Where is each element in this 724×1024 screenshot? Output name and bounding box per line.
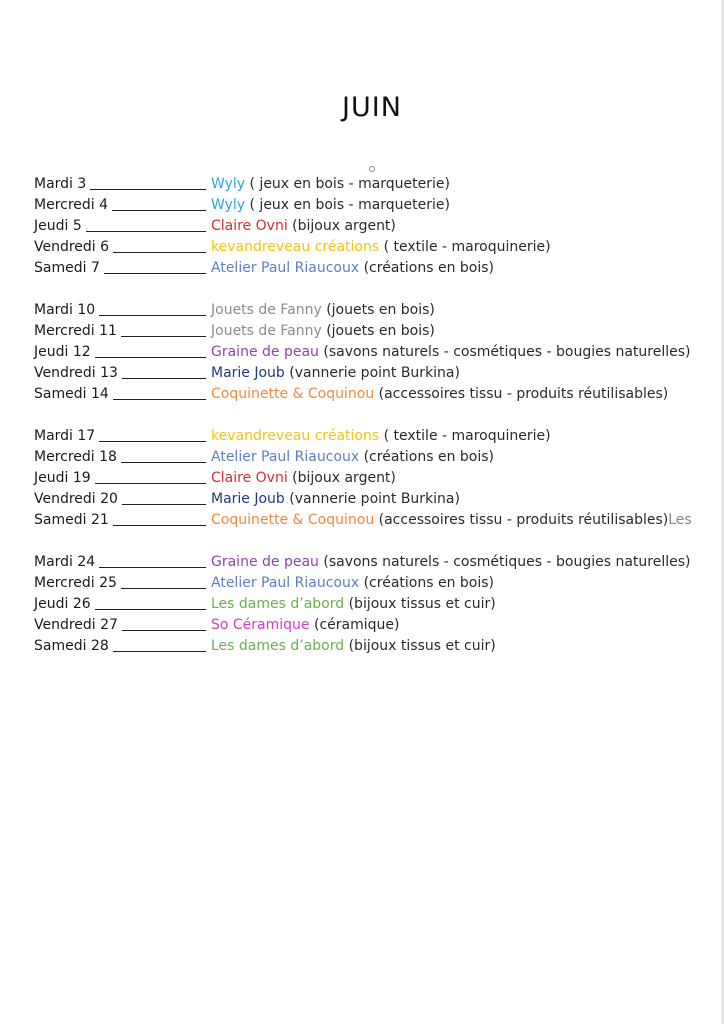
stray-dot-mark bbox=[369, 166, 375, 172]
entry bbox=[211, 321, 435, 342]
page-title: JUIN bbox=[342, 92, 402, 123]
vendor-name: kevandreveau créations bbox=[211, 239, 380, 255]
vendor-description: (vannerie point Burkina) bbox=[289, 365, 460, 381]
day-label: Mercredi 25 bbox=[34, 575, 117, 591]
vendor-description: (vannerie point Burkina) bbox=[289, 491, 460, 507]
day-label: Mardi 10 bbox=[34, 302, 96, 318]
vendor-description: (créations en bois) bbox=[363, 575, 494, 591]
fill-line bbox=[95, 609, 206, 610]
schedule-row bbox=[34, 426, 720, 447]
entry bbox=[211, 216, 396, 237]
day-label: Mardi 24 bbox=[34, 554, 96, 570]
vendor-description: (bijoux tissus et cuir) bbox=[348, 596, 496, 612]
vendor-name: kevandreveau créations bbox=[211, 428, 380, 444]
day-label: Mercredi 11 bbox=[34, 323, 117, 339]
vendor-name: Atelier Paul Riaucoux bbox=[211, 449, 360, 465]
schedule-row bbox=[34, 195, 720, 216]
week-block bbox=[34, 174, 720, 279]
schedule-row bbox=[34, 615, 720, 636]
schedule-row bbox=[34, 489, 720, 510]
day-label: Vendredi 20 bbox=[34, 491, 118, 507]
week-block bbox=[34, 426, 720, 531]
fill-line bbox=[121, 462, 206, 463]
day-label: Mardi 3 bbox=[34, 176, 87, 192]
vendor-name: Graine de peau bbox=[211, 554, 319, 570]
schedule-row bbox=[34, 258, 720, 279]
schedule-row bbox=[34, 321, 720, 342]
vendor-description: (jouets en bois) bbox=[326, 323, 435, 339]
day-label: Mercredi 4 bbox=[34, 197, 109, 213]
vendor-description: (céramique) bbox=[313, 617, 400, 633]
day-label: Vendredi 13 bbox=[34, 365, 118, 381]
vendor-name: Claire Ovni bbox=[211, 218, 288, 234]
fill-line bbox=[90, 189, 206, 190]
schedule-row bbox=[34, 384, 720, 405]
entry bbox=[211, 237, 551, 258]
vendor-description: (savons naturels - cosmétiques - bougies naturelles) bbox=[323, 344, 691, 360]
entry bbox=[211, 615, 399, 636]
entry bbox=[211, 174, 450, 195]
entry bbox=[211, 636, 496, 657]
vendor-name: Jouets de Fanny bbox=[211, 302, 322, 318]
vendor-name: Graine de peau bbox=[211, 344, 319, 360]
schedule-row bbox=[34, 468, 720, 489]
schedule-row bbox=[34, 363, 720, 384]
entry bbox=[211, 426, 551, 447]
entry bbox=[211, 573, 494, 594]
day-label: Mardi 17 bbox=[34, 428, 96, 444]
vendor-name: Jouets de Fanny bbox=[211, 323, 322, 339]
schedule-row bbox=[34, 510, 720, 531]
vendor-name: Wyly bbox=[211, 176, 246, 192]
schedule-row bbox=[34, 342, 720, 363]
day-label: Vendredi 27 bbox=[34, 617, 118, 633]
day-label: Jeudi 26 bbox=[34, 596, 91, 612]
vendor-name: Marie Joub bbox=[211, 491, 285, 507]
vendor-name: Les dames d’abord bbox=[211, 638, 345, 654]
fill-line bbox=[113, 651, 206, 652]
fill-line bbox=[99, 315, 206, 316]
vendor-description: (accessoires tissu - produits réutilisables) bbox=[378, 386, 669, 402]
vendor-name: So Céramique bbox=[211, 617, 310, 633]
fill-line bbox=[99, 567, 206, 568]
fill-line bbox=[113, 399, 206, 400]
vendor-description: (jouets en bois) bbox=[326, 302, 435, 318]
vendor-description: (accessoires tissu - produits réutilisables) bbox=[378, 512, 669, 528]
vendor-name: Marie Joub bbox=[211, 365, 285, 381]
entry bbox=[211, 342, 690, 363]
fill-line bbox=[95, 483, 206, 484]
entry bbox=[211, 447, 494, 468]
fill-line bbox=[113, 252, 206, 253]
vendor-description: (bijoux argent) bbox=[292, 218, 396, 234]
vendor-name: Atelier Paul Riaucoux bbox=[211, 260, 360, 276]
vendor-description: (savons naturels - cosmétiques - bougies naturelles) bbox=[323, 554, 691, 570]
day-label: Samedi 28 bbox=[34, 638, 109, 654]
entry bbox=[211, 300, 435, 321]
entry bbox=[211, 468, 396, 489]
vendor-description: (créations en bois) bbox=[363, 449, 494, 465]
schedule-row bbox=[34, 237, 720, 258]
fill-line bbox=[122, 630, 206, 631]
schedule-row bbox=[34, 552, 720, 573]
vendor-name: Les dames d’abord bbox=[211, 596, 345, 612]
vendor-description: ( textile - maroquinerie) bbox=[383, 428, 551, 444]
day-label: Samedi 7 bbox=[34, 260, 100, 276]
week-block bbox=[34, 552, 720, 657]
day-label: Samedi 14 bbox=[34, 386, 109, 402]
schedule-row bbox=[34, 216, 720, 237]
schedule-row bbox=[34, 447, 720, 468]
vendor-description: (bijoux argent) bbox=[292, 470, 396, 486]
vendor-description: ( textile - maroquinerie) bbox=[383, 239, 551, 255]
schedule-row bbox=[34, 636, 720, 657]
fill-line bbox=[95, 357, 206, 358]
entry bbox=[211, 363, 460, 384]
schedule-row bbox=[34, 174, 720, 195]
fill-line bbox=[122, 504, 206, 505]
day-label: Mercredi 18 bbox=[34, 449, 117, 465]
fill-line bbox=[99, 441, 206, 442]
vendor-name: Coquinette & Coquinou bbox=[211, 386, 375, 402]
fill-line bbox=[121, 336, 206, 337]
week-block bbox=[34, 300, 720, 405]
fill-line bbox=[122, 378, 206, 379]
vendor-description: ( jeux en bois - marqueterie) bbox=[249, 176, 450, 192]
fill-line bbox=[104, 273, 206, 274]
entry bbox=[211, 510, 692, 531]
fill-line bbox=[113, 525, 206, 526]
vendor-description: (bijoux tissus et cuir) bbox=[348, 638, 496, 654]
day-label: Vendredi 6 bbox=[34, 239, 110, 255]
schedule bbox=[34, 174, 720, 678]
entry bbox=[211, 594, 496, 615]
schedule-row bbox=[34, 300, 720, 321]
entry bbox=[211, 489, 460, 510]
overflow-text: Les bbox=[668, 512, 692, 528]
fill-line bbox=[121, 588, 206, 589]
vendor-name: Wyly bbox=[211, 197, 246, 213]
entry bbox=[211, 195, 450, 216]
schedule-row bbox=[34, 573, 720, 594]
fill-line bbox=[86, 231, 206, 232]
entry bbox=[211, 552, 690, 573]
vendor-name: Coquinette & Coquinou bbox=[211, 512, 375, 528]
vendor-name: Claire Ovni bbox=[211, 470, 288, 486]
fill-line bbox=[112, 210, 206, 211]
day-label: Samedi 21 bbox=[34, 512, 109, 528]
schedule-row bbox=[34, 594, 720, 615]
entry bbox=[211, 384, 668, 405]
day-label: Jeudi 5 bbox=[34, 218, 82, 234]
entry bbox=[211, 258, 494, 279]
vendor-description: (créations en bois) bbox=[363, 260, 494, 276]
vendor-description: ( jeux en bois - marqueterie) bbox=[249, 197, 450, 213]
day-label: Jeudi 19 bbox=[34, 470, 91, 486]
day-label: Jeudi 12 bbox=[34, 344, 91, 360]
vendor-name: Atelier Paul Riaucoux bbox=[211, 575, 360, 591]
